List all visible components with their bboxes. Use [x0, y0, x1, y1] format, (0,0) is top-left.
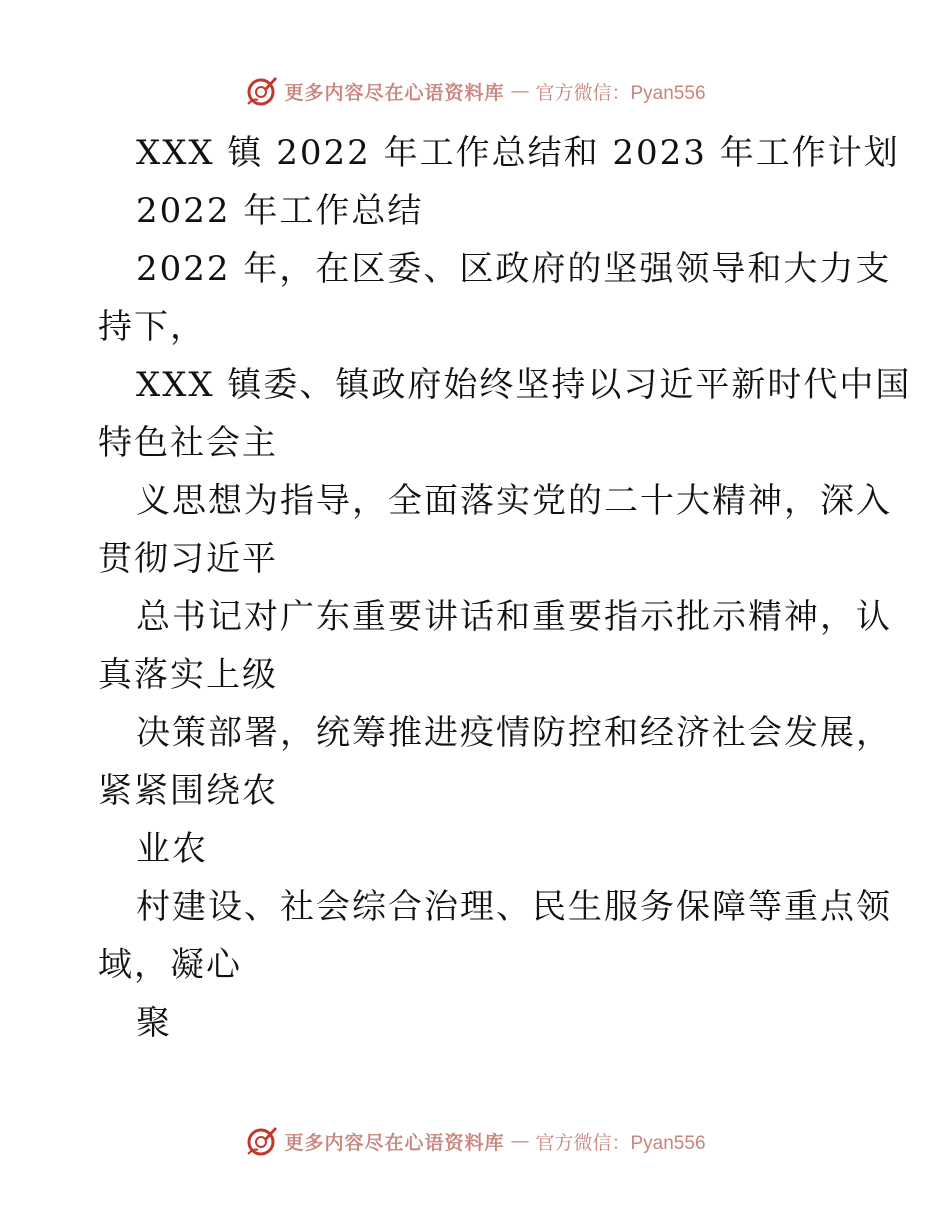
paragraph-line: 聚: [136, 1003, 172, 1043]
header-contact-text: 官方微信：Pyan556: [535, 82, 706, 104]
header-separator: —: [510, 80, 530, 102]
header-brand-text: 更多内容尽在心语资料库: [284, 81, 505, 104]
paragraph-line: 2022 年，在区委、区政府的坚强领导和大力支: [136, 249, 892, 289]
paragraph-line: 义思想为指导，全面落实党的二十大精神，深入: [136, 481, 892, 521]
document-title-line: XXX 镇 2022 年工作总结和 2023 年工作计划: [136, 133, 900, 173]
paragraph-line: 域，凝心: [98, 945, 242, 985]
paragraph-line: 贯彻习近平: [98, 539, 278, 579]
paragraph-line: 业农: [136, 829, 208, 869]
paragraph-line: 特色社会主: [98, 423, 278, 463]
document-body: [98, 124, 912, 1052]
section-heading-line: 2022 年工作总结: [136, 191, 424, 231]
paragraph-line: 决策部署，统筹推进疫情防控和经济社会发展，: [136, 713, 892, 753]
footer-separator: —: [510, 1130, 530, 1152]
pen-seal-icon: [244, 74, 278, 108]
paragraph-line: 紧紧围绕农: [98, 771, 278, 811]
pen-seal-icon: [244, 1124, 278, 1158]
footer-watermark-banner: [0, 1120, 950, 1162]
footer-brand-text: 更多内容尽在心语资料库: [284, 1131, 505, 1154]
header-watermark-banner: [0, 70, 950, 112]
paragraph-line: 总书记对广东重要讲话和重要指示批示精神，认: [136, 597, 892, 637]
paragraph-line: 村建设、社会综合治理、民生服务保障等重点领: [136, 887, 892, 927]
paragraph-line: 持下，: [98, 307, 206, 347]
paragraph-line: 真落实上级: [98, 655, 278, 695]
paragraph-line: XXX 镇委、镇政府始终坚持以习近平新时代中国: [136, 365, 912, 405]
footer-contact-text: 官方微信：Pyan556: [535, 1132, 706, 1154]
